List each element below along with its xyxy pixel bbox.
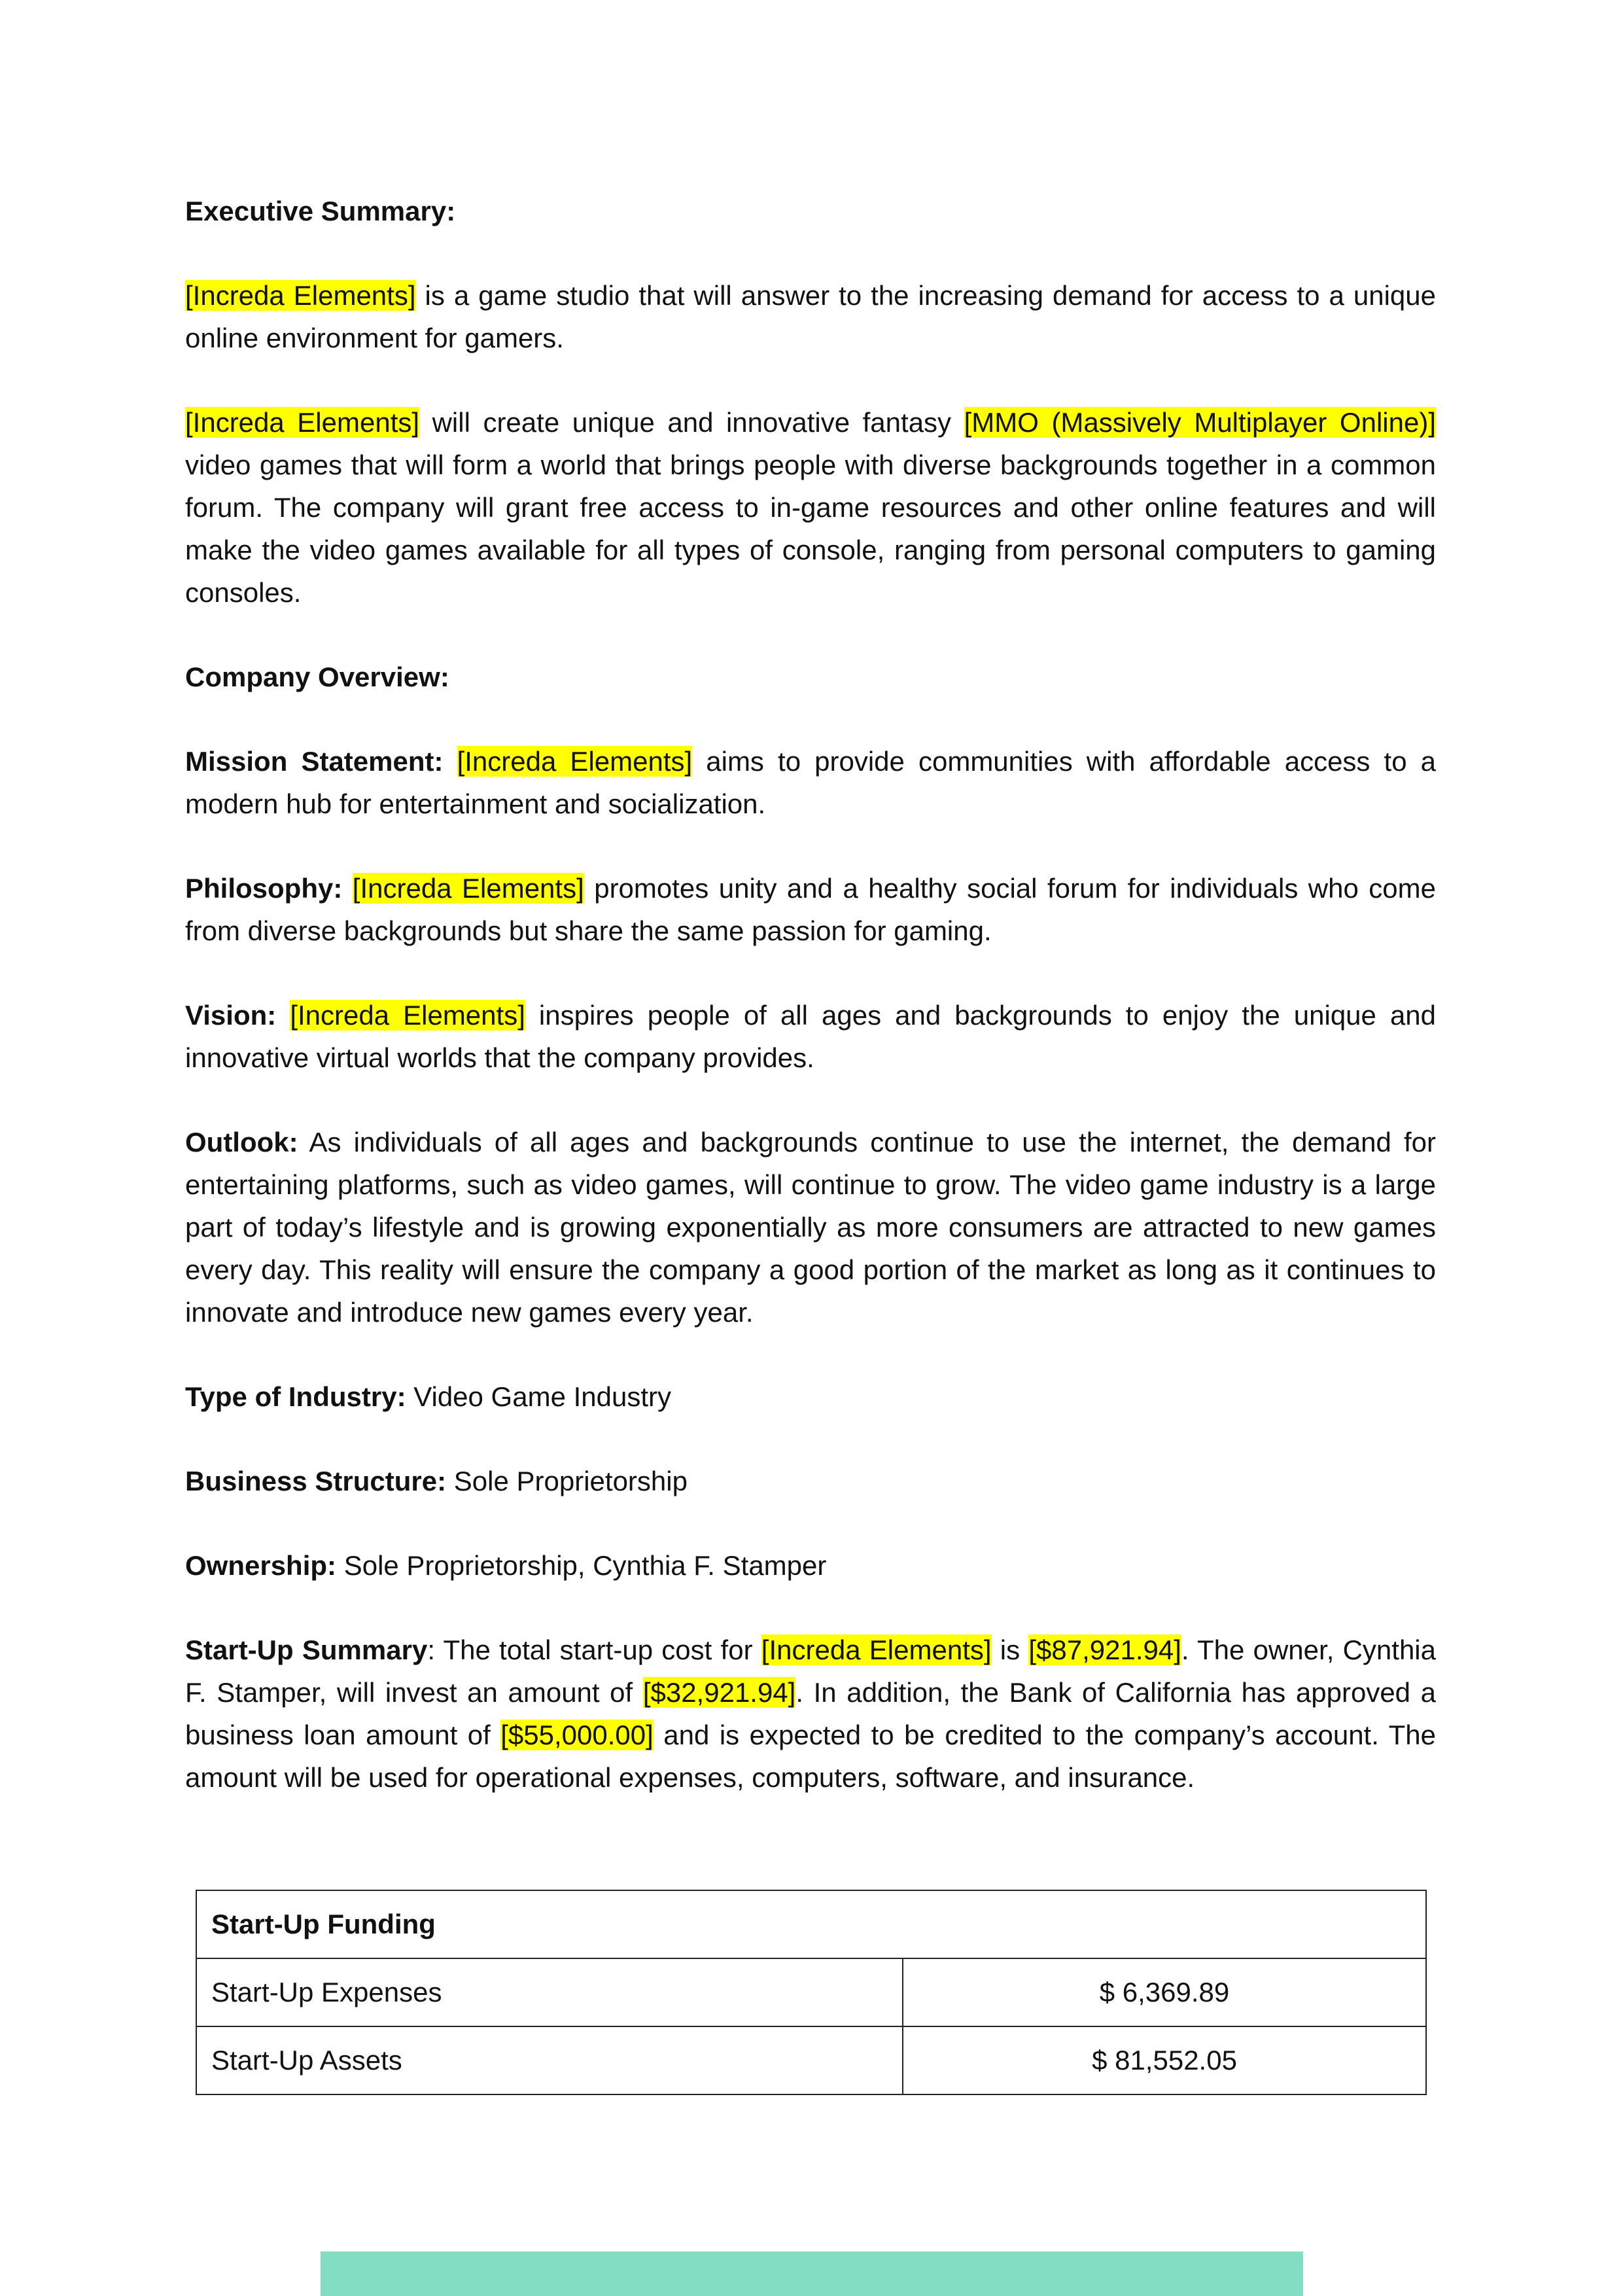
paragraph-text: is: [991, 1634, 1029, 1665]
mission-label: Mission Statement:: [185, 746, 444, 777]
company-name-placeholder: [Increda Elements]: [457, 746, 693, 777]
philosophy: [185, 867, 1436, 952]
ownership: [185, 1544, 1436, 1587]
mission-statement: [185, 740, 1436, 825]
row-label: Start-Up Expenses: [196, 1958, 903, 2026]
document-body: [185, 190, 1436, 1841]
outlook-label: Outlook:: [185, 1127, 298, 1157]
philosophy-label: Philosophy:: [185, 873, 343, 904]
table-row: [196, 2026, 1426, 2094]
company-overview-heading: Company Overview:: [185, 662, 449, 692]
vision: [185, 994, 1436, 1079]
company-name-placeholder: [Increda Elements]: [352, 873, 584, 904]
paragraph-text: will create unique and innovative fantasy: [419, 407, 964, 438]
paragraph-text: . The owner, Cynthia F. Stamper, will invest an amount of: [185, 1634, 1436, 1708]
loan-amount-placeholder: [$55,000.00]: [500, 1720, 654, 1750]
startup-funding-table: [196, 1890, 1427, 2095]
business-structure: [185, 1460, 1436, 1502]
table-title: Start-Up Funding: [196, 1890, 1426, 1958]
row-value: $ 81,552.05: [903, 2026, 1426, 2094]
game-genre-placeholder: [MMO (Massively Multiplayer Online)]: [964, 407, 1436, 438]
industry-label: Type of Industry:: [185, 1381, 406, 1412]
structure-label: Business Structure:: [185, 1466, 447, 1496]
company-name-placeholder: [Increda Elements]: [761, 1634, 992, 1665]
paragraph-text: and is expected to be credited to the company’s account. The amount will be used for operational expenses, computers, software, and insurance.: [185, 1720, 1436, 1793]
paragraph-text: promotes unity and a healthy social forum for individuals who come from diverse backgrounds but share the same passion for gaming.: [185, 873, 1437, 946]
paragraph-text: : The total start-up cost for: [427, 1634, 761, 1665]
paragraph-text: inspires people of all ages and backgrounds to enjoy the unique and innovative virtual worlds that the company provides.: [185, 1000, 1437, 1073]
company-name-placeholder: [Increda Elements]: [185, 280, 416, 311]
paragraph-text: is a game studio that will answer to the increasing demand for access to a unique online environment for gamers.: [185, 280, 1437, 353]
owner-investment-placeholder: [$32,921.94]: [642, 1677, 796, 1708]
executive-summary-paragraph-1: [185, 274, 1436, 359]
paragraph-text: aims to provide communities with affordable access to a modern hub for entertainment and socialization.: [185, 746, 1436, 819]
company-name-placeholder: [Increda Elements]: [185, 407, 420, 438]
paragraph-text: video games that will form a world that brings people with diverse backgrounds together in a common forum. The company will grant free access to in-game resources and other online features and will make the video games available for all types of console, ranging from personal computers to gaming consoles.: [185, 450, 1436, 608]
startup-summary: [185, 1629, 1436, 1799]
footer-decorative-bar: [321, 2252, 1303, 2296]
vision-label: Vision:: [185, 1000, 277, 1031]
row-value: $ 6,369.89: [903, 1958, 1426, 2026]
structure-value: Sole Proprietorship: [446, 1466, 688, 1496]
row-label: Start-Up Assets: [196, 2026, 903, 2094]
executive-summary-paragraph-2: [185, 401, 1436, 614]
ownership-label: Ownership:: [185, 1550, 337, 1581]
company-name-placeholder: [Increda Elements]: [290, 1000, 525, 1031]
total-cost-placeholder: [$87,921.94]: [1028, 1634, 1181, 1665]
industry-value: Video Game Industry: [406, 1381, 672, 1412]
paragraph-text: As individuals of all ages and backgrounds continue to use the internet, the demand for entertaining platforms, such as video games, will continue to grow. The video game industry is a large part of today’s lifestyle and is growing exponentially as more consumers are attracted to new games every day. This reality will ensure the company a good portion of the market as long as it continues to innovate and introduce new games every year.: [185, 1127, 1436, 1328]
startup-summary-label: Start-Up Summary: [185, 1634, 428, 1665]
executive-summary-heading: Executive Summary:: [185, 196, 456, 226]
ownership-value: Sole Proprietorship, Cynthia F. Stamper: [336, 1550, 827, 1581]
outlook: [185, 1121, 1436, 1333]
table-row: [196, 1958, 1426, 2026]
industry-type: [185, 1375, 1436, 1418]
table-header-row: [196, 1890, 1426, 1958]
paragraph-text: . In addition, the Bank of California has approved a business loan amount of: [185, 1677, 1436, 1750]
